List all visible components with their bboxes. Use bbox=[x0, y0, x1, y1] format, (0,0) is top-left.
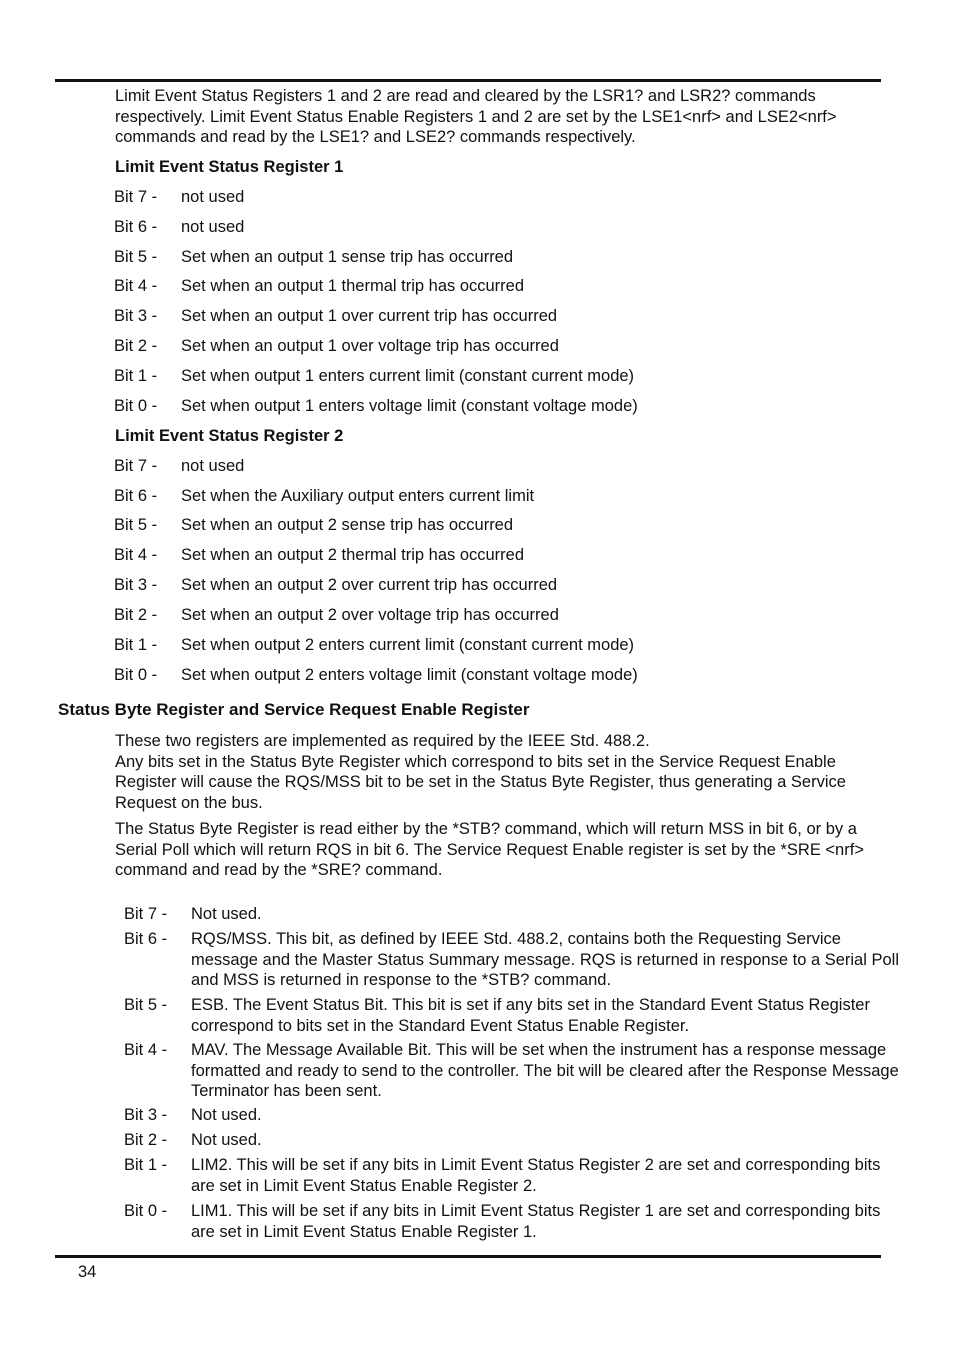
bit-label: Bit 2 - bbox=[114, 337, 158, 355]
bit-label: Bit 7 - bbox=[124, 905, 168, 923]
bit-label: Bit 2 - bbox=[124, 1131, 168, 1149]
lesr1-heading: Limit Event Status Register 1 bbox=[115, 158, 344, 176]
bit-item bbox=[124, 1201, 904, 1242]
bit-description: Set when output 1 enters voltage limit (constant voltage mode) bbox=[181, 397, 638, 415]
bit-label: Bit 3 - bbox=[114, 576, 158, 594]
bit-label: Bit 4 - bbox=[124, 1041, 168, 1059]
bit-description: RQS/MSS. This bit, as defined by IEEE Std. 488.2, contains both the Requesting Service message and the Master Status Summary message. RQS is returned in response to a Serial Poll and MSS is returned in response to the *STB? command. bbox=[191, 930, 899, 989]
lesr2-heading: Limit Event Status Register 2 bbox=[115, 427, 344, 445]
bit-item bbox=[114, 217, 244, 238]
bit-item bbox=[114, 486, 534, 507]
bit-description: LIM2. This will be set if any bits in Limit Event Status Register 2 are set and corresponding bits are set in Limit Event Status Enable Register 2. bbox=[191, 1156, 881, 1195]
bit-item bbox=[124, 929, 904, 991]
bit-description: Set when output 1 enters current limit (constant current mode) bbox=[181, 367, 635, 385]
bit-label: Bit 3 - bbox=[124, 1106, 168, 1124]
bit-item bbox=[114, 396, 638, 417]
bit-item bbox=[114, 635, 634, 656]
bit-label: Bit 3 - bbox=[114, 307, 158, 325]
bit-description: Set when the Auxiliary output enters current limit bbox=[181, 487, 535, 505]
section-heading: Status Byte Register and Service Request Enable Register bbox=[58, 700, 530, 719]
bit-label: Bit 0 - bbox=[124, 1202, 168, 1220]
bit-label: Bit 1 - bbox=[114, 367, 158, 385]
bit-label: Bit 6 - bbox=[114, 487, 158, 505]
bit-label: Bit 2 - bbox=[114, 606, 158, 624]
sbr-para-1b: Any bits set in the Status Byte Register which correspond to bits set in the Service Request Enable Register will cause the RQS/MSS bit to be set in the Status Byte Register, thus generating a Service Request on the bus. bbox=[115, 752, 846, 812]
sbr-para-2: The Status Byte Register is read either by the *STB? command, which will return MSS in bit 6, or by a Serial Poll which will return RQS in bit 6. The Service Request Enable register is set by the *SRE <nrf> command and read by the *SRE? command. bbox=[115, 820, 864, 879]
bit-item bbox=[124, 1155, 904, 1196]
bit-label: Bit 6 - bbox=[124, 930, 168, 948]
bit-item bbox=[114, 665, 638, 686]
bit-label: Bit 0 - bbox=[114, 666, 158, 684]
bit-description: LIM1. This will be set if any bits in Limit Event Status Register 1 are set and corresponding bits are set in Limit Event Status Enable Register 1. bbox=[191, 1202, 881, 1241]
bit-item bbox=[114, 366, 634, 387]
bit-item bbox=[114, 575, 557, 596]
bit-description: Set when an output 2 over voltage trip has occurred bbox=[181, 606, 559, 624]
bit-label: Bit 7 - bbox=[114, 188, 158, 206]
bit-item bbox=[124, 1105, 904, 1126]
bottom-rule bbox=[55, 1255, 881, 1258]
bit-description: not used bbox=[181, 218, 245, 236]
bit-description: Set when an output 2 sense trip has occurred bbox=[181, 516, 514, 534]
bit-item bbox=[124, 1130, 904, 1151]
bit-item bbox=[114, 515, 513, 536]
bit-description: Set when output 2 enters current limit (constant current mode) bbox=[181, 636, 635, 654]
bit-item bbox=[114, 545, 524, 566]
bit-description: ESB. The Event Status Bit. This bit is set if any bits set in the Standard Event Status Register correspond to bits set in the Standard Event Status Enable Register. bbox=[191, 996, 870, 1035]
bit-item bbox=[114, 456, 244, 477]
bit-description: MAV. The Message Available Bit. This will be set when the instrument has a response message formatted and ready to send to the controller. The bit will be cleared after the Response Message Terminator has been sent. bbox=[191, 1041, 899, 1100]
bit-description: Set when an output 1 sense trip has occurred bbox=[181, 248, 514, 266]
bit-description: Set when an output 2 thermal trip has occurred bbox=[181, 546, 525, 564]
sbr-para-1a: These two registers are implemented as required by the IEEE Std. 488.2. bbox=[115, 732, 650, 750]
bit-item bbox=[124, 1040, 904, 1102]
bit-label: Bit 4 - bbox=[114, 277, 158, 295]
bit-label: Bit 6 - bbox=[114, 218, 158, 236]
bit-description: not used bbox=[181, 188, 245, 206]
intro-paragraph: Limit Event Status Registers 1 and 2 are read and cleared by the LSR1? and LSR2? commands respectively. Limit Event Status Enable Registers 1 and 2 are set by the LSE1<nrf> and LSE2<nrf> commands and read by the LSE1? and LSE2? commands respectively. bbox=[115, 87, 837, 146]
bit-label: Bit 4 - bbox=[114, 546, 158, 564]
bit-description: not used bbox=[181, 457, 245, 475]
bit-item bbox=[114, 336, 559, 357]
bit-label: Bit 5 - bbox=[124, 996, 168, 1014]
bit-description: Set when output 2 enters voltage limit (constant voltage mode) bbox=[181, 666, 638, 684]
bit-item bbox=[114, 247, 513, 268]
bit-description: Set when an output 1 over voltage trip has occurred bbox=[181, 337, 559, 355]
bit-item bbox=[114, 306, 557, 327]
page-number: 34 bbox=[78, 1263, 97, 1281]
bit-label: Bit 5 - bbox=[114, 516, 158, 534]
bit-description: Not used. bbox=[191, 1106, 262, 1124]
bit-label: Bit 0 - bbox=[114, 397, 158, 415]
sbr-para-1 bbox=[115, 731, 885, 813]
bit-label: Bit 1 - bbox=[114, 636, 158, 654]
bit-description: Set when an output 2 over current trip has occurred bbox=[181, 576, 558, 594]
bit-item bbox=[124, 995, 904, 1036]
bit-item bbox=[114, 187, 244, 208]
bit-item bbox=[114, 605, 559, 626]
bit-description: Set when an output 1 over current trip has occurred bbox=[181, 307, 558, 325]
bit-label: Bit 5 - bbox=[114, 248, 158, 266]
bit-item bbox=[114, 276, 524, 297]
bit-label: Bit 1 - bbox=[124, 1156, 168, 1174]
top-rule bbox=[55, 79, 881, 82]
bit-item bbox=[124, 904, 904, 925]
bit-label: Bit 7 - bbox=[114, 457, 158, 475]
bit-description: Not used. bbox=[191, 905, 262, 923]
bit-description: Set when an output 1 thermal trip has occurred bbox=[181, 277, 525, 295]
bit-description: Not used. bbox=[191, 1131, 262, 1149]
